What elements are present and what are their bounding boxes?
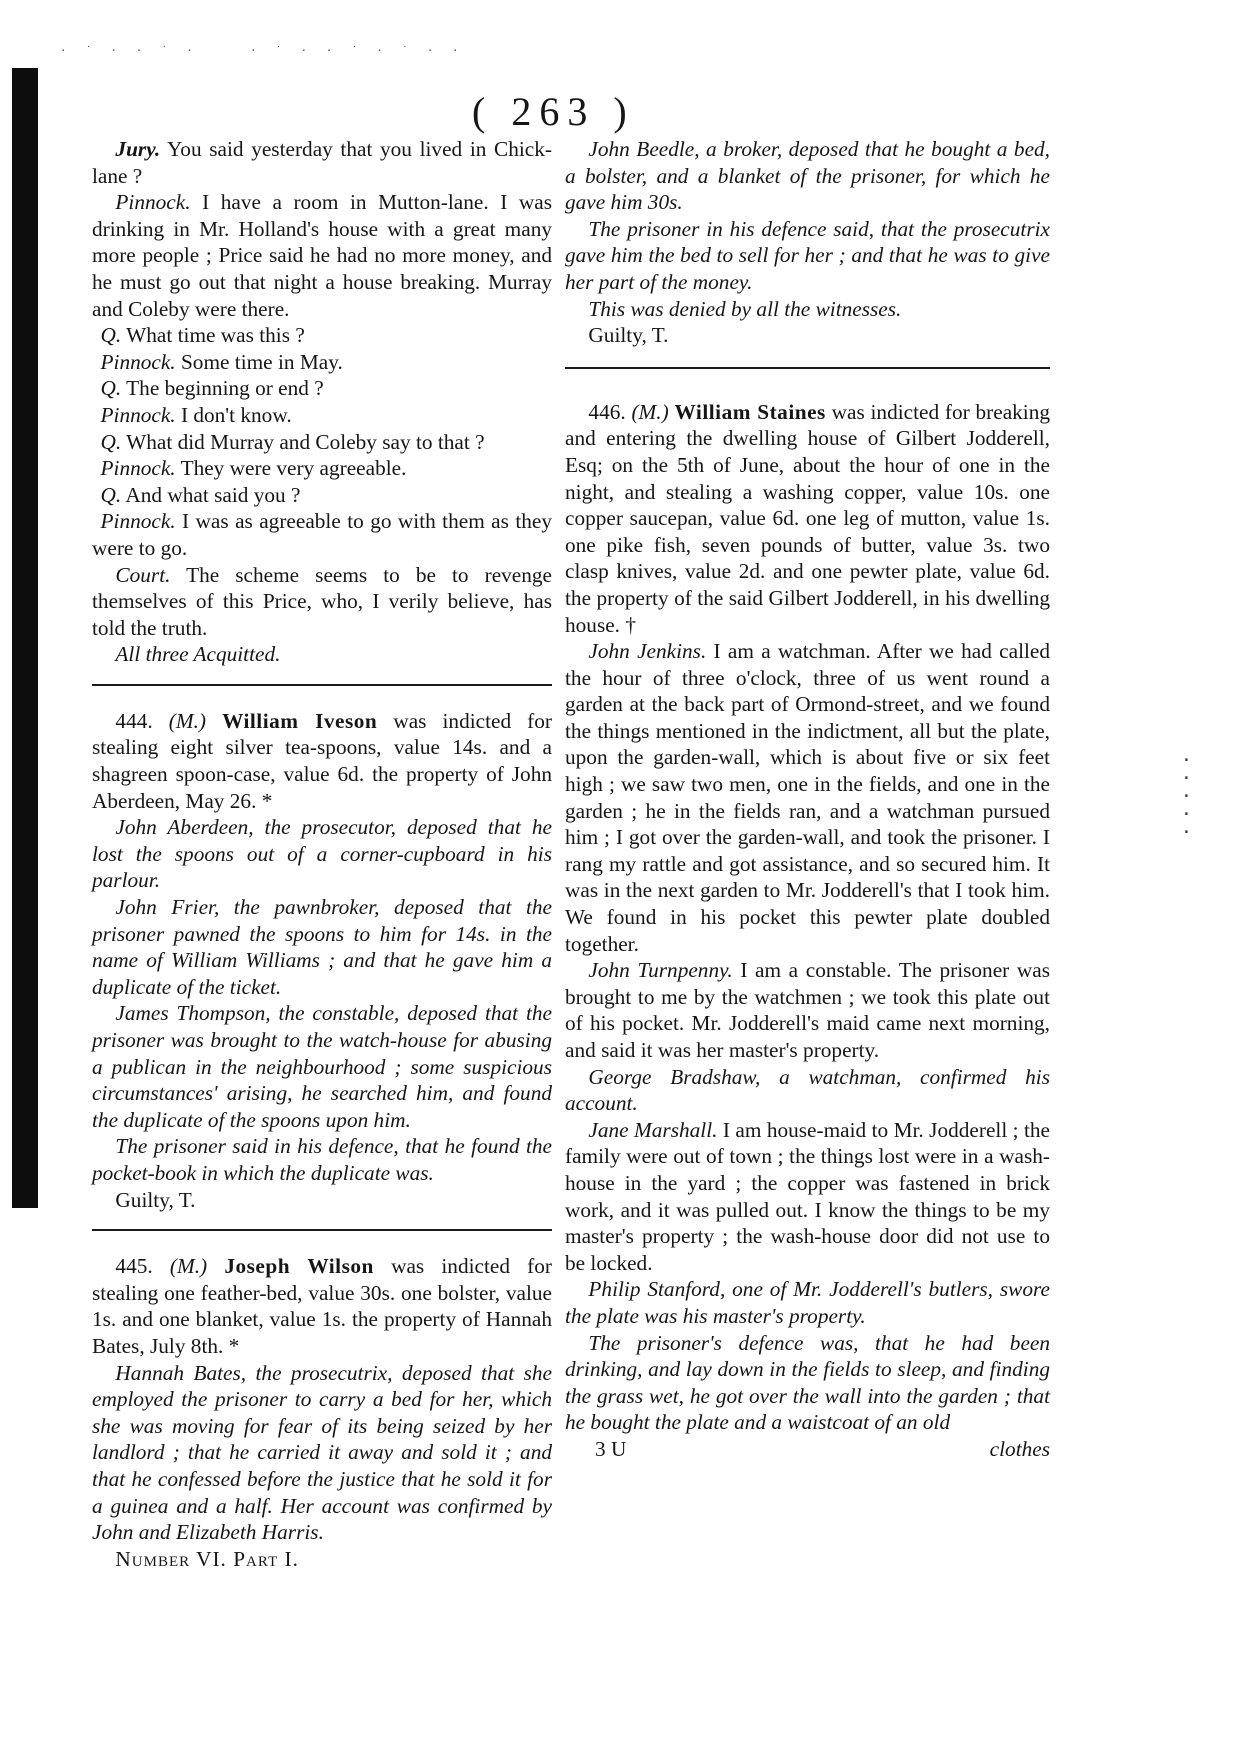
italic-text: All three Acquitted. <box>115 642 281 667</box>
paragraph <box>92 814 552 894</box>
testimony-line <box>92 322 552 349</box>
paragraph <box>565 136 1050 216</box>
right-footer <box>565 1436 1050 1463</box>
text-run: was indicted for stealing one feather-bed, value 30s. one bolster, value 1s. and one blanket, value 1s. the property of Hannah Bates, July 8th. * <box>92 1254 553 1358</box>
italic-text: Q. <box>100 482 122 507</box>
paragraph <box>92 562 552 642</box>
testimony-line <box>92 402 552 429</box>
italic-text: John Turnpenny. <box>588 958 733 983</box>
text-run: The beginning or end ? <box>121 376 324 401</box>
paragraph <box>565 1330 1050 1436</box>
italic-text: Hannah Bates, the prosecutrix, deposed that she employed the prisoner to carry a bed for her, which she was moving for fear of its being seized by her landlord ; that he carried it away and sold it ; and that he confessed before the justice that he sold it for a guinea and a half. Her account was confirmed by John and Elizabeth Harris. <box>92 1360 552 1545</box>
text-run: They were very agreeable. <box>175 456 407 481</box>
text-run: What did Murray and Coleby say to that ? <box>121 429 485 454</box>
section-divider-rule <box>92 684 552 686</box>
text-run: 446. <box>588 399 632 424</box>
defendant-name: William Staines <box>674 399 826 424</box>
paragraph <box>565 1117 1050 1277</box>
italic-text: Jury. <box>115 137 161 161</box>
catchword: clothes <box>989 1436 1050 1461</box>
italic-text: John Aberdeen, the prosecutor, deposed that he lost the spoons out of a corner-cupboard in his parlour. <box>92 815 552 893</box>
paragraph <box>565 399 1050 638</box>
paragraph <box>565 1276 1050 1329</box>
paragraph <box>92 1187 552 1214</box>
italic-text: Q. <box>100 376 122 401</box>
defendant-name: William Iveson <box>222 708 378 733</box>
italic-text: John Beedle, a broker, deposed that he bought a bed, a bolster, and a blanket of the prisoner, for which he gave him 30s. <box>565 137 1050 215</box>
text-run: Guilty, T. <box>588 323 669 348</box>
italic-text: John Frier, the pawnbroker, deposed that the prisoner pawned the spoons to him for 14s. in the name of William Williams ; and that he gave him a duplicate of the ticket. <box>92 895 552 999</box>
scan-speckle: · ˙ · · ˙ · ˙ · · <box>250 44 465 57</box>
text-run: The scheme seems to be to revenge themselves of this Price, who, I verily believe, has told the truth. <box>92 562 552 640</box>
italic-text: Pinnock. <box>115 190 191 215</box>
paragraph <box>92 136 552 189</box>
italic-text: Pinnock. <box>100 402 176 427</box>
text-run: I am a watchman. After we had called the hour of three o'clock, three of us went round a garden at the back part of Ormond-street, and we found the things mentioned in the indictment, all but the plate, upon the garden-wall, which is about five or six feet high ; we saw two men, one in the fields, and one in the garden ; he in the fields ran, and a watchman pursued him ; I got over the garden-wall, and took the prisoner. I rang my rattle and got assistance, and so secured him. It was in the next garden to Mr. Jodderell's that I took him. We found in his pocket this pewter plate doubled together. <box>565 639 1051 956</box>
page-number: ( 263 ) <box>472 89 635 134</box>
paragraph <box>565 322 1050 349</box>
paragraph <box>92 1360 552 1546</box>
italic-text: The prisoner's defence was, that he had been drinking, and lay down in the fields to sleep, and finding the grass wet, he got over the wall into the garden ; that he bought the plate and a waistcoat of an old <box>565 1330 1050 1435</box>
testimony-line <box>92 508 552 561</box>
section-divider-rule <box>92 1229 552 1231</box>
paragraph <box>565 638 1050 957</box>
paragraph <box>565 957 1050 1063</box>
margin-mark: · · · · · <box>1181 750 1192 843</box>
text-run: What time was this ? <box>121 323 305 348</box>
text-run: 444. <box>115 708 169 733</box>
text-run: I was as agreeable to go with them as they were to go. <box>92 509 552 560</box>
italic-text: This was denied by all the witnesses. <box>588 296 902 321</box>
italic-text: Pinnock. <box>100 349 176 374</box>
testimony-line <box>92 349 552 376</box>
binding-edge-shadow <box>12 68 38 1208</box>
text-run: Some time in May. <box>175 349 343 374</box>
paragraph <box>92 1253 552 1359</box>
paragraph <box>565 216 1050 296</box>
text-run: I am a constable. The prisoner was brought to me by the watchmen ; we took this plate out of his pocket. Mr. Jodderell's maid came next morning, and said it was her master's property. <box>565 958 1050 1062</box>
signature-mark: 3 U <box>595 1436 627 1461</box>
scan-speckle: · ˙ · · ˙ · <box>60 44 199 57</box>
italic-text: Q. <box>100 429 122 454</box>
paragraph <box>92 1000 552 1133</box>
left-column-body <box>92 136 552 1546</box>
italic-text: Jane Marshall. <box>588 1117 718 1142</box>
italic-text: (M.) <box>631 399 669 424</box>
italic-text: Q. <box>100 323 122 348</box>
right-column-body <box>565 136 1050 1436</box>
italic-text: Court. <box>115 562 171 587</box>
italic-text: Pinnock. <box>100 456 176 481</box>
italic-text: The prisoner said in his defence, that he found the pocket-book in which the duplicate was. <box>92 1134 552 1185</box>
testimony-line <box>92 375 552 402</box>
text-run: was indicted for stealing eight silver tea-spoons, value 14s. and a shagreen spoon-case, value 6d. the property of John Aberdeen, May 26. * <box>92 708 552 813</box>
italic-text: (M.) <box>169 1254 208 1279</box>
paragraph <box>92 641 552 668</box>
italic-text: George Bradshaw, a watchman, confirmed his account. <box>565 1064 1050 1116</box>
left-footer: Number VI. Part I. <box>115 1546 299 1571</box>
text-run: was indicted for breaking and entering the dwelling house of Gilbert Jodderell, Esq; on the 5th of June, about the hour of one in the night, and stealing a washing copper, value 10s. one copper saucepan, value 6d. one leg of mutton, value 1s. one pike fish, seven pounds of butter, value 3s. two clasp knives, value 2d. and one pewter plate, value 6d. the property of the said Gilbert Jodderell, in his dwelling house. † <box>565 399 1051 637</box>
paragraph <box>92 189 552 322</box>
text-run: I don't know. <box>175 402 292 427</box>
text-run: And what said you ? <box>121 482 301 507</box>
italic-text: The prisoner in his defence said, that the prosecutrix gave him the bed to sell for her ; and that he was to give her part of the money. <box>565 216 1050 294</box>
text-run: I am house-maid to Mr. Jodderell ; the family were out of town ; the things lost were in a wash-house in the yard ; the copper was fastened in brick work, and it was pulled out. I know the things to be my master's property ; the wash-house door did not use to be locked. <box>565 1117 1050 1275</box>
testimony-line <box>92 429 552 456</box>
italic-text: Pinnock. <box>100 509 176 534</box>
italic-text: James Thompson, the constable, deposed that the prisoner was brought to the watch-house for abusing a publican in the neighbourhood ; some suspicious circumstances' arising, he searched him, and found the duplicate of the spoons upon him. <box>92 1001 552 1132</box>
section-divider-rule <box>565 367 1050 369</box>
paragraph <box>565 1064 1050 1117</box>
paragraph <box>565 296 1050 323</box>
text-run <box>207 1254 224 1278</box>
defendant-name: Joseph Wilson <box>224 1254 374 1279</box>
italic-text: Philip Stanford, one of Mr. Jodderell's butlers, swore the plate was his master's property. <box>565 1277 1050 1328</box>
paragraph <box>92 1133 552 1186</box>
italic-text: John Jenkins. <box>588 639 707 664</box>
text-run: Guilty, T. <box>115 1187 196 1212</box>
testimony-line <box>92 482 552 509</box>
paragraph <box>92 894 552 1000</box>
paragraph <box>92 708 552 814</box>
text-run: I have a room in Mutton-lane. I was drinking in Mr. Holland's house with a great many more people ; Price said he had no more money, and he must go out that night a house breaking. Murray and Coleby were there. <box>92 190 552 321</box>
left-column <box>92 136 552 1572</box>
text-run <box>206 709 222 733</box>
text-run: 445. <box>115 1254 170 1279</box>
right-column <box>565 136 1050 1463</box>
testimony-line <box>92 455 552 482</box>
text-run: You said yesterday that you lived in Chick-lane ? <box>92 137 552 188</box>
italic-text: (M.) <box>168 708 206 733</box>
